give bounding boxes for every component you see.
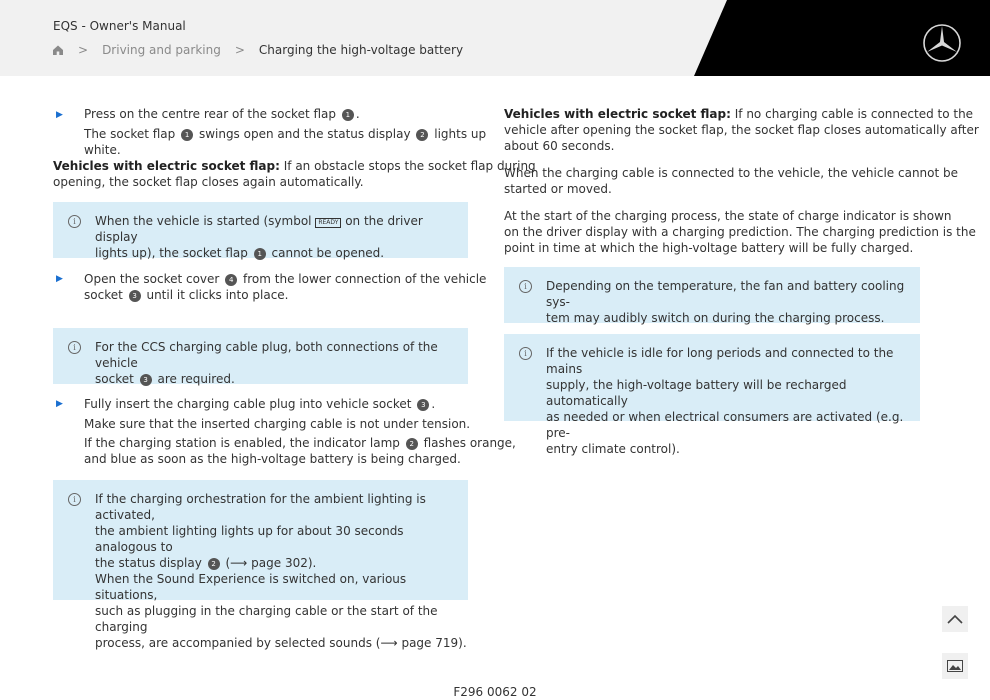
step-open-socket-cover: Open the socket cover 4 from the lower connection of the vehicle socket 3 until it clicks into place. [84, 272, 487, 302]
callout-number: 2 [406, 438, 418, 450]
cable-connected-paragraph: When the charging cable is connected to the vehicle, the vehicle cannot be started or moved. [504, 166, 959, 196]
image-gallery-icon [947, 660, 963, 672]
info-note-socket-flap-locked [53, 202, 468, 258]
document-title: EQS - Owner's Manual [53, 19, 186, 33]
info-icon: i [519, 347, 532, 360]
callout-number: 2 [208, 558, 220, 570]
step-bullet-icon: ▶ [56, 274, 63, 284]
callout-number: 1 [181, 129, 193, 141]
info-note-battery-cooling [504, 267, 920, 323]
figure-code: F296 0062 02 [453, 685, 537, 699]
info-icon: i [68, 341, 81, 354]
info-note-ccs-plug [53, 328, 468, 384]
breadcrumb [52, 41, 463, 59]
note-text: For the CCS charging cable plug, both connections of the vehicle socket 3 are required. [95, 340, 438, 386]
callout-number: 3 [140, 374, 152, 386]
scroll-to-top-button[interactable] [942, 606, 968, 632]
step-bullet-icon: ▶ [56, 110, 63, 120]
chevron-up-icon [947, 614, 963, 624]
note-text: If the vehicle is idle for long periods and connected to the mains supply, the high-voltage battery will be recharged automatically as needed or when electrical consumers are activated (e.g. pre- entry climate control). [546, 346, 904, 456]
step-press-socket-flap: Press on the centre rear of the socket flap 1 . [84, 107, 360, 121]
breadcrumb-driving-and-parking[interactable]: Driving and parking [102, 43, 221, 57]
note-text: If the charging orchestration for the ambient lighting is activated, the ambient lighting lights up for about 30 seconds analogous to the status display 2 (⟶ page 302). When the Sound Experience is switched on, various situations, such as plugging in the charging cable or the start of the charging process, are accompanied by selected sounds (⟶ page 719). [95, 492, 467, 650]
home-icon[interactable] [52, 44, 64, 56]
callout-number: 1 [254, 248, 266, 260]
info-icon: i [519, 280, 532, 293]
chevron-right-icon: > [234, 43, 245, 57]
callout-number: 3 [417, 399, 429, 411]
note-text: When the vehicle is started (symbol READY on the driver display lights up), the socket flap 1 cannot be opened. [95, 214, 423, 260]
instruction-cable-tension: Make sure that the inserted charging cable is not under tension. [84, 417, 471, 431]
breadcrumb-current-page: Charging the high-voltage battery [258, 43, 464, 57]
auto-close-socket-flap-paragraph: Vehicles with electric socket flap: If no charging cable is connected to the vehicle after opening the socket flap, the socket flap closes automatically after about 60 seconds. [504, 107, 979, 153]
chevron-right-icon: > [78, 43, 89, 57]
step-insert-charging-plug: Fully insert the charging cable plug into vehicle socket 3 . [84, 397, 436, 411]
callout-number: 4 [225, 274, 237, 286]
page-302-link[interactable]: (⟶ page 302). [225, 556, 317, 570]
info-note-auto-recharge [504, 334, 920, 456]
info-note-ambient-lighting [53, 480, 468, 650]
callout-number: 3 [129, 290, 141, 302]
result-socket-flap-opens: The socket flap 1 swings open and the status display 2 lights up white. [84, 127, 487, 157]
header-bar [0, 0, 990, 76]
electric-socket-flap-paragraph: Vehicles with electric socket flap: If an obstacle stops the socket flap during opening, the socket flap closes again automatically. [53, 159, 536, 189]
ready-symbol-icon: READY [315, 218, 341, 228]
page-719-link[interactable]: process, are accompanied by selected sounds (⟶ page 719). [95, 636, 467, 650]
charging-prediction-paragraph: At the start of the charging process, the state of charge indicator is shown on the driver display with a charging prediction. The charging prediction is the point in time at which the high-voltage battery will be fully charged. [504, 209, 976, 255]
step-bullet-icon: ▶ [56, 399, 63, 409]
mercedes-star-logo-icon [922, 23, 962, 63]
info-icon: i [68, 215, 81, 228]
note-text: Depending on the temperature, the fan and battery cooling sys- tem may audibly switch on during the charging process. [546, 279, 905, 325]
callout-number: 2 [416, 129, 428, 141]
result-indicator-lamp: If the charging station is enabled, the indicator lamp 2 flashes orange, and blue as soon as the high-voltage battery is being charged. [84, 436, 516, 466]
info-icon: i [68, 493, 81, 506]
image-gallery-button[interactable] [942, 653, 968, 679]
callout-number: 1 [342, 109, 354, 121]
